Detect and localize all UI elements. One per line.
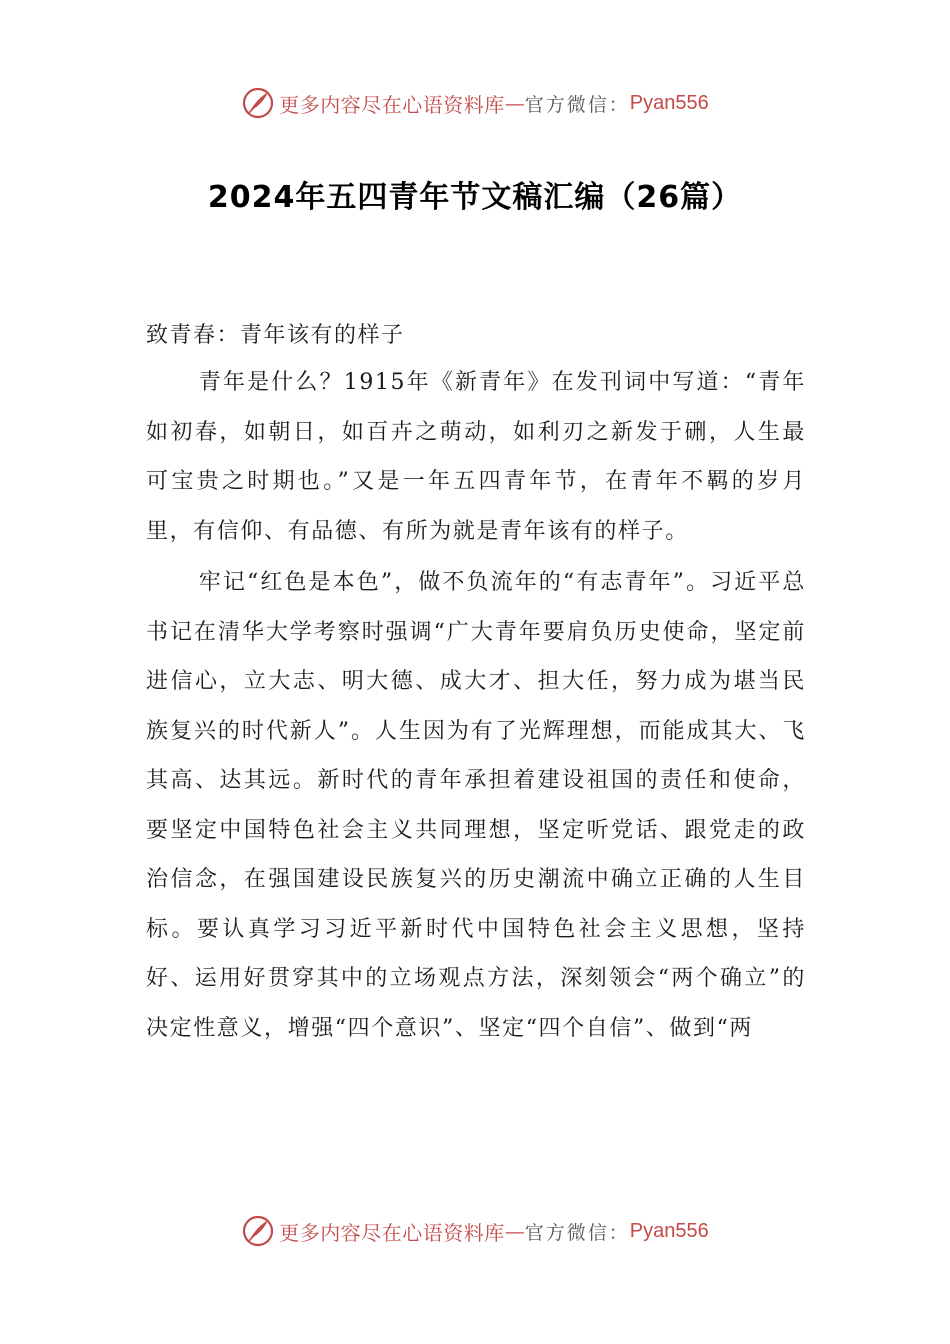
brand-dash: —	[504, 91, 525, 115]
wechat-id: Pyan556	[629, 1219, 709, 1242]
brand-text: 更多内容尽在心语资料库	[279, 1220, 505, 1245]
paragraph: 青年是什么？1915年《新青年》在发刊词中写道：“青年如初春，如朝日，如百卉之萌动，如利刃之新发于硎，人生最可宝贵之时期也。”又是一年五四青年节，在青年不羁的岁月里，有信仰、有品德、有所为就是青年该有的样子。	[146, 370, 806, 544]
wechat-id: Pyan556	[629, 91, 709, 114]
brand-text: 更多内容尽在心语资料库	[279, 92, 505, 117]
paragraph: 牢记“红色是本色”，做不负流年的“有志青年”。习近平总书记在清华大学考察时强调“广大青年要肩负历史使命，坚定前进信心，立大志、明大德、成大才、担大任，努力成为堪当民族复兴的时代新人”。人生因为有了光辉理想，而能成其大、飞其高、达其远。新时代的青年承担着建设祖国的责任和使命，要坚定中国特色社会主义共同理想，坚定听党话、跟党走的政治信念，在强国建设民族复兴的历史潮流中确立正确的人生目标。要认真学习习近平新时代中国特色社会主义思想，坚持好、运用好贯穿其中的立场观点方法，深刻领会“两个确立”的决定性意义，增强“四个意识”、坚定“四个自信”、做到“两	[146, 570, 806, 1041]
document-title: 2024年五四青年节文稿汇编（26篇）	[207, 180, 743, 215]
section-title: 致青春：青年该有的样子	[146, 323, 405, 348]
quill-pen-logo-icon	[241, 86, 275, 120]
official-wechat-label: 官方微信：	[524, 93, 630, 116]
header-watermark-banner	[0, 78, 950, 128]
document-body	[146, 316, 806, 1055]
official-wechat-label: 官方微信：	[524, 1221, 630, 1244]
brand-dash: —	[504, 1219, 525, 1243]
quill-pen-logo-icon	[241, 1214, 275, 1248]
footer-watermark-banner	[0, 1206, 950, 1256]
